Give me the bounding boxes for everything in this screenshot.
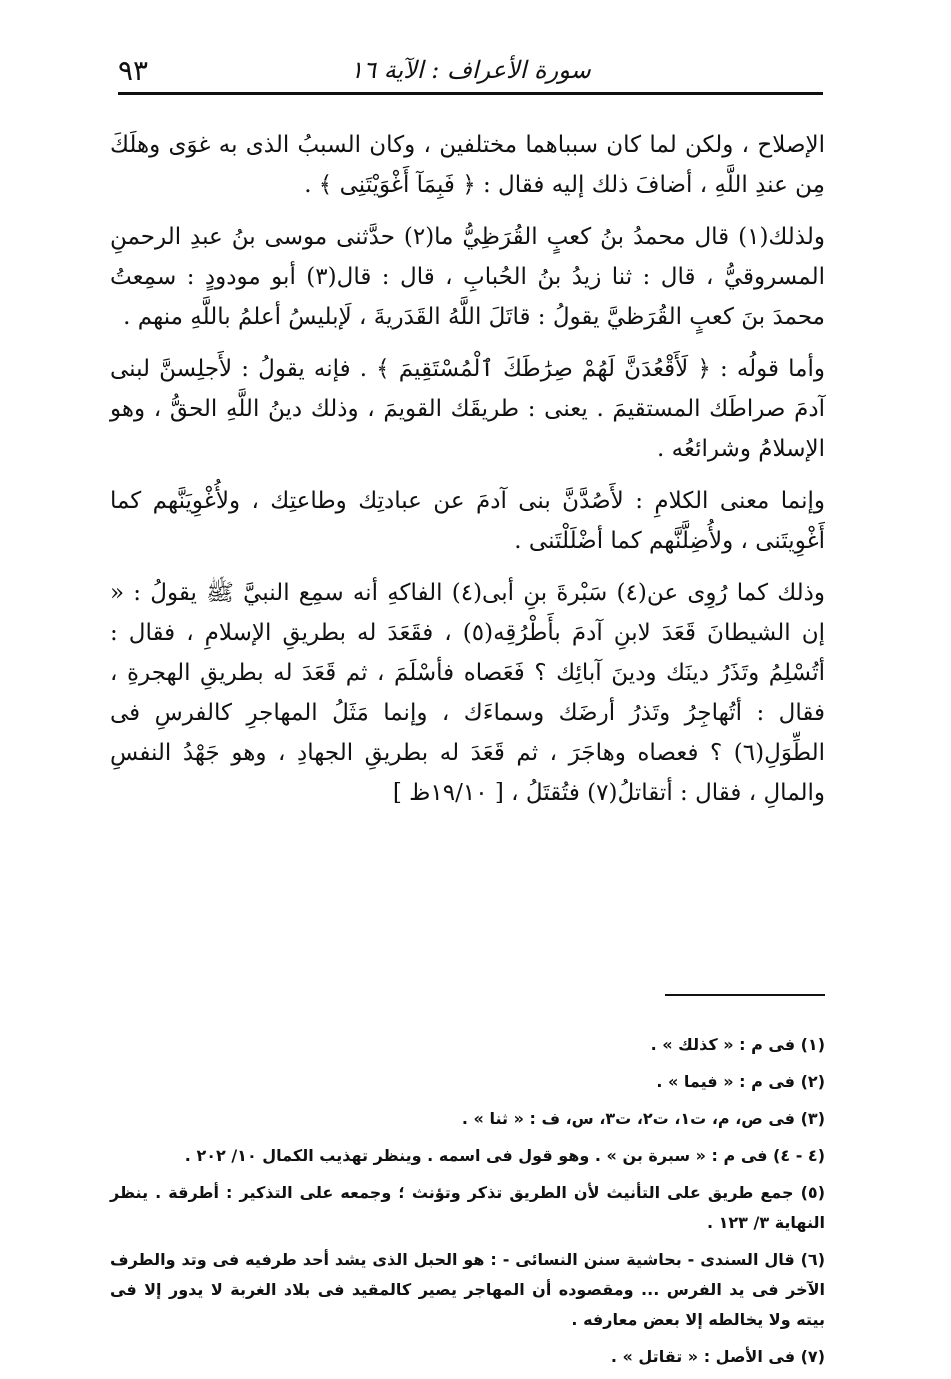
footnote: (٧) فى الأصل : « تقاتل » . <box>610 1347 825 1366</box>
footnote: (٦) قال السندى - بحاشية سنن النسائى - : هو الحبل الذى يشد أحد طرفيه فى وتد والطرف الآخر فى يد الفرس ... ومقصوده أن المهاجر يصير كالمقيد فى بلاد الغربة لا يدور إلا فى بيته ولا يخالطه إلا بعض معارفه . <box>110 1250 825 1329</box>
footnote: (٢) فى م : « فيما » . <box>656 1072 825 1091</box>
page-number: ٩٣ <box>118 54 149 87</box>
paragraph: ولذلك(١) قال محمدُ بنُ كعبٍ القُرَظِيُّ ما(٢) حدَّثنى موسى بنُ عبدِ الرحمنِ المسروقيُّ ، قال : ثنا زيدُ بنُ الحُبابِ ، قال : قال(٣) أبو مودودٍ : سمِعتُ محمدَ بنَ كعبٍ القُرَظيَّ يقولُ : قاتَلَ اللَّهُ القَدَريةَ ، لَإبليسُ أعلمُ باللَّهِ منهم . <box>110 224 825 330</box>
running-title: سورة الأعراف : الآية ١٦ <box>350 56 591 84</box>
paragraph: وإنما معنى الكلامِ : لأَصُدَّنَّ بنى آدمَ عن عبادتِك وطاعتِك ، ولأُغْوِيَنَّهم كما أَغْوِيتَنى ، ولأُضِلَّنَّهم كما أضْلَلْتَنى . <box>110 488 825 554</box>
paragraph: الإصلاح ، ولكن لما كان سبباهما مختلفين ، وكان السببُ الذى به غوَى وهلَكَ مِن عندِ اللَّهِ ، أضافَ ذلك إليه فقال : ﴿ فَبِمَآ أَغْوَيْتَنِى ﴾ . <box>110 132 825 198</box>
paragraph: وذلك كما رُوِى عن(٤) سَبْرةَ بنِ أبى(٤) الفاكهِ أنه سمِع النبيَّ ﷺ يقولُ : « إن الشيطانَ قَعَدَ لابنِ آدمَ بأَطْرُقِه(٥) ، فقَعَدَ له بطريقِ الإسلامِ ، فقال : أتُسْلِمُ وتَذَرُ دينَك ودينَ آبائِك ؟ فَعَصاه فأسْلَمَ ، ثم قَعَدَ له بطريقِ الهجرةِ ، فقال : أتُهاجِرُ وتَذرُ أرضَك وسماءَك ، وإنما مَثَلُ المهاجرِ كالفرسِ فى الطِّوَلِ(٦) ؟ فعصاه وهاجَرَ ، ثم قَعَدَ له بطريقِ الجهادِ ، وهو جَهْدُ النفسِ والمالِ ، فقال : أتقاتلُ(٧) فتُقتَلُ ، [ ١٩/١٠ظ ] <box>110 580 826 806</box>
footnote: (٣) فى ص، م، ت١، ت٢، ت٣، س، ف : « ثنا » . <box>461 1109 825 1128</box>
page-header <box>118 52 823 95</box>
footnote-separator <box>665 994 825 996</box>
footnote: (٤ - ٤) فى م : « سبرة بن » . وهو قول فى اسمه . وينظر تهذيب الكمال ١٠/ ٢٠٢ . <box>184 1146 825 1165</box>
main-text <box>110 125 825 825</box>
footnotes <box>110 1030 825 1379</box>
footnote: (٥) جمع طريق على التأنيث لأن الطريق تذكر وتؤنث ؛ وجمعه على التذكير : أطرقة . ينظر النهاية ٣/ ١٢٣ . <box>110 1183 825 1232</box>
paragraph: وأما قولُه : ﴿ لَأَقْعُدَنَّ لَهُمْ صِرَٰطَكَ ٱلْمُسْتَقِيمَ ﴾ . فإنه يقولُ : لأَجلِسنَّ لبنى آدمَ صراطَك المستقيمَ . يعنى : طريقَك القويمَ ، وذلك دينُ اللَّهِ الحقُّ ، وهو الإسلامُ وشرائعُه . <box>110 356 825 462</box>
footnote: (١) فى م : « كذلك » . <box>650 1035 825 1054</box>
